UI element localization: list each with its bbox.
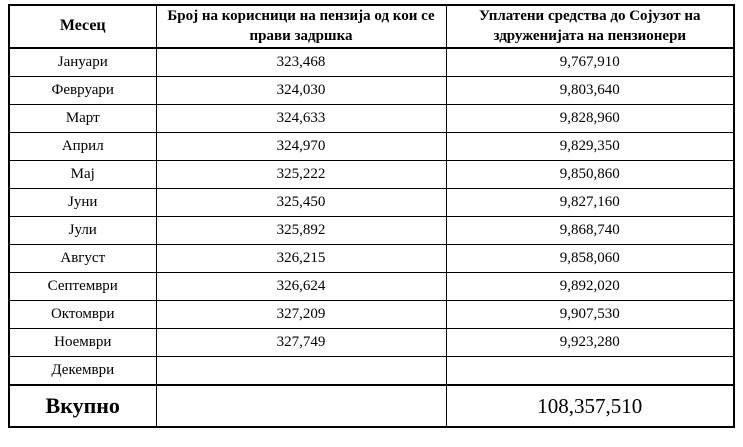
cell-funds: 9,803,640 <box>446 76 734 104</box>
table-footer <box>9 385 734 427</box>
table-row <box>9 300 734 328</box>
table-body <box>9 48 734 385</box>
column-header-month: Месец <box>9 5 156 48</box>
table-row <box>9 76 734 104</box>
total-label: Вкупно <box>9 385 156 427</box>
cell-funds: 9,829,350 <box>446 132 734 160</box>
cell-users: 327,749 <box>156 328 446 356</box>
cell-funds <box>446 356 734 385</box>
column-header-funds: Уплатени средства до Сојузот на здруженијата на пензионери <box>446 5 734 48</box>
cell-users: 326,215 <box>156 244 446 272</box>
cell-month: Март <box>9 104 156 132</box>
cell-month: Април <box>9 132 156 160</box>
cell-users: 325,450 <box>156 188 446 216</box>
cell-users: 326,624 <box>156 272 446 300</box>
table-row <box>9 328 734 356</box>
cell-funds: 9,892,020 <box>446 272 734 300</box>
cell-month: Септември <box>9 272 156 300</box>
cell-month: Мај <box>9 160 156 188</box>
table-row <box>9 244 734 272</box>
total-funds: 108,357,510 <box>446 385 734 427</box>
cell-funds: 9,907,530 <box>446 300 734 328</box>
table-row <box>9 132 734 160</box>
cell-funds: 9,868,740 <box>446 216 734 244</box>
cell-funds: 9,767,910 <box>446 48 734 77</box>
cell-month: Февруари <box>9 76 156 104</box>
cell-users: 324,633 <box>156 104 446 132</box>
cell-funds: 9,923,280 <box>446 328 734 356</box>
cell-month: Декември <box>9 356 156 385</box>
header-row <box>9 5 734 48</box>
column-header-users: Број на корисници на пензија од кои се прави задршка <box>156 5 446 48</box>
cell-users: 323,468 <box>156 48 446 77</box>
table-row <box>9 216 734 244</box>
table-header <box>9 5 734 48</box>
table-row <box>9 160 734 188</box>
table-row <box>9 48 734 77</box>
cell-month: Јануари <box>9 48 156 77</box>
cell-month: Јули <box>9 216 156 244</box>
cell-month: Јуни <box>9 188 156 216</box>
table-row <box>9 272 734 300</box>
cell-funds: 9,827,160 <box>446 188 734 216</box>
cell-users: 325,222 <box>156 160 446 188</box>
cell-month: Октомври <box>9 300 156 328</box>
table-row <box>9 104 734 132</box>
cell-month: Август <box>9 244 156 272</box>
table-row <box>9 188 734 216</box>
cell-users: 327,209 <box>156 300 446 328</box>
total-row <box>9 385 734 427</box>
cell-users: 324,030 <box>156 76 446 104</box>
cell-funds: 9,850,860 <box>446 160 734 188</box>
cell-month: Ноември <box>9 328 156 356</box>
cell-users: 324,970 <box>156 132 446 160</box>
cell-funds: 9,858,060 <box>446 244 734 272</box>
total-users <box>156 385 446 427</box>
pension-table <box>8 4 735 428</box>
cell-users <box>156 356 446 385</box>
cell-funds: 9,828,960 <box>446 104 734 132</box>
cell-users: 325,892 <box>156 216 446 244</box>
table-row <box>9 356 734 385</box>
